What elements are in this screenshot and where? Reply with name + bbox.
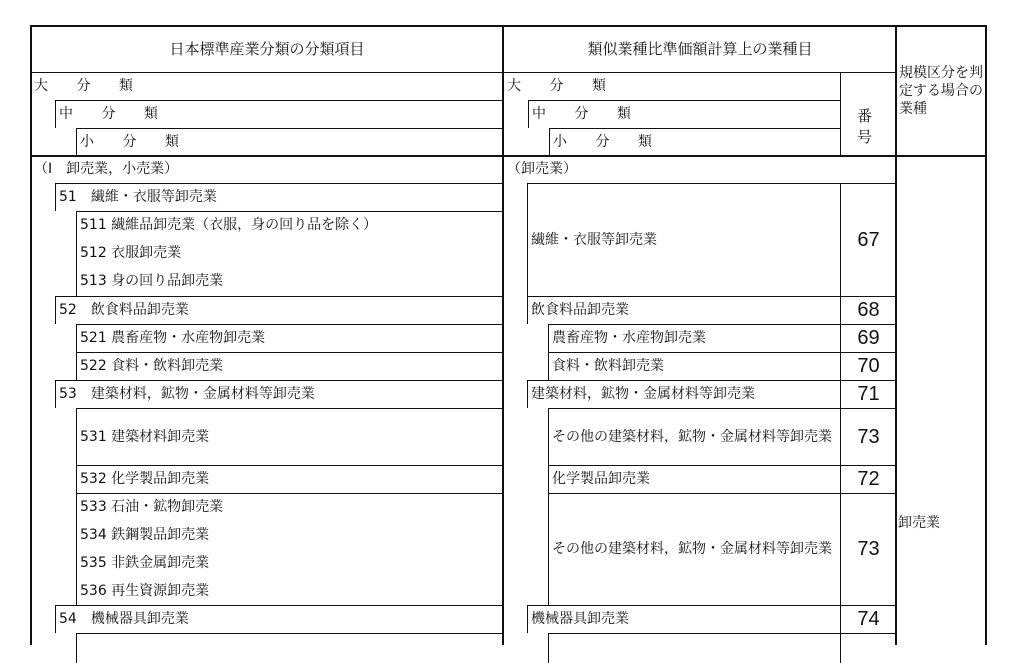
left-row: 513 身の回り品卸売業	[76, 267, 503, 296]
right-row: 建築材料，鉱物・金属材料等卸売業	[527, 380, 840, 408]
left-row: 531 建築材料卸売業	[76, 408, 503, 465]
left-row: 534 鉄鋼製品卸売業	[76, 521, 503, 549]
left-row: 511 繊維品卸売業（衣服，身の回り品を除く）	[76, 211, 503, 239]
industry-number: 69	[840, 324, 896, 352]
frame-left	[30, 25, 32, 645]
left-level-0: 大 分 類	[30, 72, 503, 100]
left-row: 532 化学製品卸売業	[76, 465, 503, 493]
right-row: 農畜産物・水産物卸売業	[548, 324, 840, 352]
left-row: 53 建築材料，鉱物・金属材料等卸売業	[55, 380, 503, 408]
right-row: 機械器具卸売業	[527, 605, 840, 633]
number-label: 番 号	[856, 107, 880, 146]
right-row: 飲食料品卸売業	[527, 296, 840, 324]
right-row: その他の建築材料，鉱物・金属材料等卸売業	[548, 408, 840, 465]
left-row	[76, 633, 503, 663]
right-row: その他の建築材料，鉱物・金属材料等卸売業	[548, 493, 840, 605]
left-row: 536 再生資源卸売業	[76, 577, 503, 605]
left-row: 54 機械器具卸売業	[55, 605, 503, 633]
industry-number: 67	[840, 183, 896, 296]
right-title: 類似業種比準価額計算上の業種目	[587, 40, 813, 58]
left-row: 522 食料・飲料卸売業	[76, 352, 503, 380]
industry-number: 70	[840, 352, 896, 380]
industry-number: 74	[840, 605, 896, 633]
frame-right	[985, 25, 987, 645]
industry-number: 68	[840, 296, 896, 324]
industry-number: 72	[840, 465, 896, 493]
left-row: 533 石油・鉱物卸売業	[76, 493, 503, 521]
right-row: （卸売業）	[503, 155, 896, 183]
left-row: 535 非鉄金属卸売業	[76, 549, 503, 577]
frame-top	[30, 25, 987, 27]
industry-number: 73	[840, 408, 896, 465]
right-row	[548, 633, 840, 663]
industry-number: 71	[840, 380, 896, 408]
left-title: 日本標準産業分類の分類項目	[169, 40, 365, 58]
right-level-0: 大 分 類	[503, 72, 840, 100]
left-row: 51 繊維・衣服等卸売業	[55, 183, 503, 211]
industry-number	[840, 633, 896, 663]
size-category-title: 規模区分を判定する場合の業種	[899, 65, 983, 117]
industry-number: 73	[840, 493, 896, 605]
left-row: 512 衣服卸売業	[76, 239, 503, 267]
left-row: 52 飲食料品卸売業	[55, 296, 503, 324]
right-row: 化学製品卸売業	[548, 465, 840, 493]
right-level-2: 小 分 類	[549, 128, 840, 156]
left-level-1: 中 分 類	[55, 100, 503, 128]
size-category-value: 卸売業	[898, 515, 940, 531]
left-row: 521 農畜産物・水産物卸売業	[76, 324, 503, 352]
right-row: 繊維・衣服等卸売業	[527, 183, 840, 296]
left-level-2: 小 分 類	[76, 128, 503, 156]
left-row: （I 卸売業，小売業）	[30, 155, 503, 183]
right-level-1: 中 分 類	[528, 100, 840, 128]
right-row: 食料・飲料卸売業	[548, 352, 840, 380]
